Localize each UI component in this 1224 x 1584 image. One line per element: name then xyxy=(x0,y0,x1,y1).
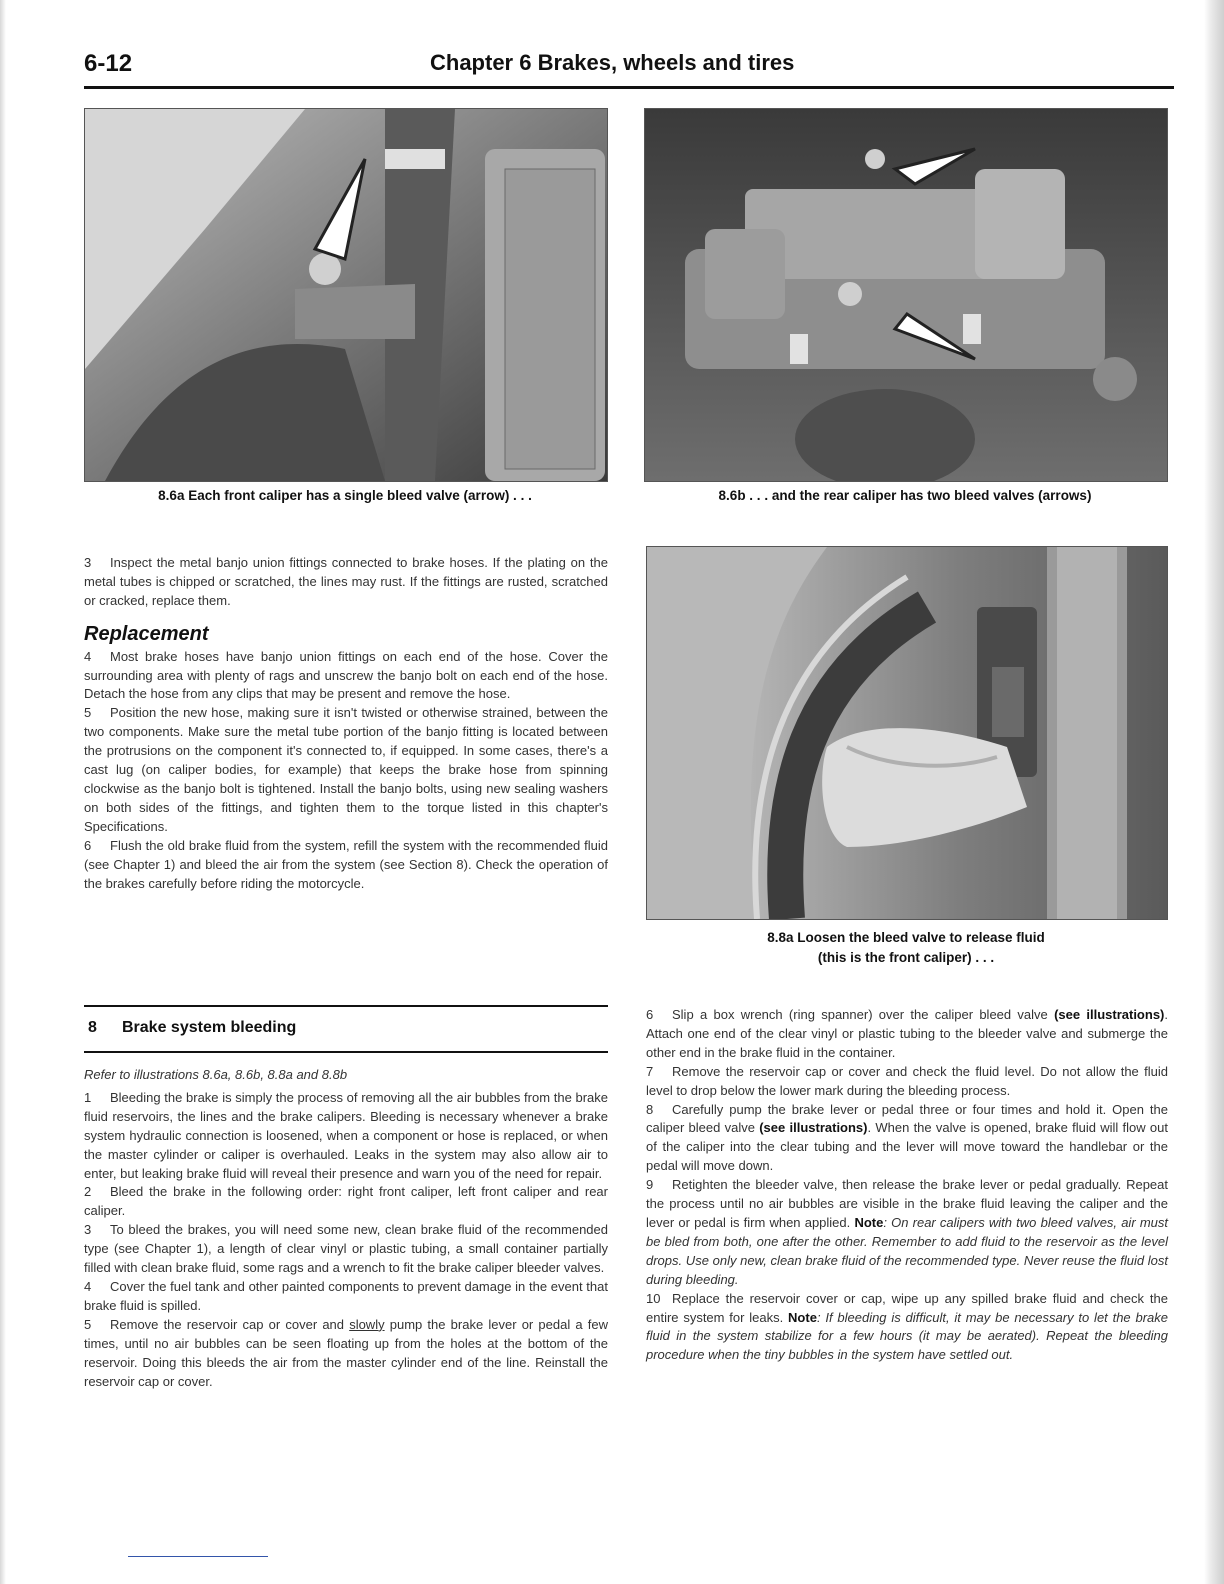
header-rule xyxy=(84,86,1174,89)
paragraph-text: Most brake hoses have banjo union fittings on each end of the hose. Cover the surrounding area with plenty of rags and unscrew the banjo bolt on each end of the hose. Detach the hose from any clips that may be present and remove the hose. xyxy=(84,648,608,702)
figure-caption-8-8a xyxy=(646,928,1166,968)
paragraph-text: Remove the reservoir cap or cover and xyxy=(110,1316,350,1332)
section-title: Brake system bleeding xyxy=(122,1019,297,1036)
page-header xyxy=(84,46,1174,86)
s8-paragraph-5 xyxy=(84,1316,608,1392)
chapter-title: Chapter 6 Brakes, wheels and tires xyxy=(430,50,795,75)
paragraph-number: 6 xyxy=(84,837,92,853)
photo-front-caliper-bleed-valve xyxy=(84,108,608,482)
paragraph-number: 6 xyxy=(646,1007,654,1022)
figure-caption-8-8a-line2: (this is the front caliper) . . . xyxy=(817,950,995,965)
figure-caption-8-8a-line1: 8.8a Loosen the bleed valve to release fluid xyxy=(767,930,1045,945)
paragraph-text: Carefully pump the brake lever or pedal three or four times and hold it. Open the caliper bleed valve xyxy=(646,1101,1168,1136)
paragraph-text-cont: . When the valve is opened, brake fluid will flow out of the caliper into the clear tubing and the lever will move toward the handlebar or the pedal will move down. xyxy=(646,1120,1168,1174)
s8-paragraph-9 xyxy=(646,1176,1168,1289)
paragraph-number: 9 xyxy=(646,1177,654,1193)
paragraph-3 xyxy=(84,554,608,611)
paragraph-text: Position the new hose, making sure it isn't twisted or otherwise strained, between the two components. Make sure the metal tube portion of the banjo fitting is located between the protrusions on the component it's connected to, if equipped. In some cases, there's a cast lug (on caliper bodies, for example) that keeps the brake hose from spinning clockwise as the banjo bolt is tightened. Install the banjo bolts, using new sealing washers on both sides of the fittings, and tighten them to the torque listed in this chapter's Specifications. xyxy=(84,705,608,834)
see-illustrations-ref: (see illustrations) xyxy=(1054,1007,1165,1022)
paragraph-number: 5 xyxy=(84,705,92,721)
paragraph-5 xyxy=(84,704,608,836)
figure-caption-8-6a: 8.6a Each front caliper has a single bleed valve (arrow) . . . xyxy=(158,488,532,503)
paragraph-text: Flush the old brake fluid from the system, refill the system with the recommended fluid (see Chapter 1) and bleed the air from the system (see Section 8). Check the operation of the brakes carefully before riding the motorcycle. xyxy=(84,837,608,891)
s8-paragraph-7 xyxy=(646,1063,1168,1101)
see-illustrations-ref: (see illustrations) xyxy=(759,1120,868,1136)
footer-rule xyxy=(128,1556,268,1557)
page-left-edge xyxy=(0,0,6,1584)
paragraph-number: 3 xyxy=(84,1222,92,1238)
paragraph-number: 4 xyxy=(84,648,92,664)
photo-rear-caliper-bleed-valves xyxy=(644,108,1168,482)
left-column-top xyxy=(84,554,608,893)
paragraph-text: Slip a box wrench (ring spanner) over the caliper bleed valve xyxy=(672,1007,1055,1022)
s8-paragraph-2 xyxy=(84,1183,608,1221)
paragraph-text-cont: pump the brake lever or pedal a few times, until no air bubbles can be seen floating up from the holes at the bottom of the reservoir. Doing this bleeds the air from the master cylinder end of the line. Reinstall the reservoir cap or cover. xyxy=(84,1316,609,1389)
paragraph-text: Replace the reservoir cover or cap, wipe up any spilled brake fluid and check the entire system for leaks. xyxy=(646,1290,1168,1325)
left-column-bottom xyxy=(84,1066,608,1391)
paragraph-text-cont: . Attach one end of the clear vinyl or plastic tubing to the bleeder valve and submerge the other end in the brake fluid in the container. xyxy=(646,1007,1168,1060)
paragraph-number: 8 xyxy=(646,1101,654,1117)
s8-paragraph-6 xyxy=(646,1006,1168,1063)
paragraph-number: 5 xyxy=(84,1316,92,1332)
right-column xyxy=(646,1006,1168,1365)
paragraph-number: 7 xyxy=(646,1063,654,1079)
s8-paragraph-10 xyxy=(646,1290,1168,1366)
paragraph-text: Bleeding the brake is simply the process of removing all the air bubbles from the brake fluid reservoirs, the lines and the brake calipers. Bleeding is necessary whenever a brake system hydraulic connection is loosened, when a component or hose is replaced, or when the master cylinder or caliper is overhauled. Leaks in the system may also allow air to enter, but leaking brake fluid will reveal their presence and warn you of the need for repair. xyxy=(84,1089,608,1181)
paragraph-number: 1 xyxy=(84,1089,92,1105)
paragraph-number: 2 xyxy=(84,1184,92,1200)
page-right-edge xyxy=(1204,0,1224,1584)
replacement-heading: Replacement xyxy=(84,622,209,645)
paragraph-text: To bleed the brakes, you will need some new, clean brake fluid of the recommended type (see Chapter 1), a length of clear vinyl or plastic tubing, a small container partially filled with clean brake fluid, some rags and a wrench to fit the brake caliper bleeder valves. xyxy=(84,1222,608,1276)
note-label: Note xyxy=(854,1214,884,1230)
refer-to-illustrations: Refer to illustrations 8.6a, 8.6b, 8.8a and 8.8b xyxy=(84,1067,348,1082)
s8-paragraph-4 xyxy=(84,1278,608,1316)
figure-caption-8-6b: 8.6b . . . and the rear caliper has two bleed valves (arrows) xyxy=(718,488,1092,503)
paragraph-number: 4 xyxy=(84,1278,92,1294)
paragraph-number: 10 xyxy=(646,1290,661,1306)
page-number: 6-12 xyxy=(84,50,133,77)
note-text: : On rear calipers with two bleed valves, air must be bled from both, one after the other. Remember to add fluid to the reservoir as the level drops. Use only new, clean brake fluid of the recommended type. Never reuse the fluid lost during bleeding. xyxy=(646,1214,1168,1287)
paragraph-text: Inspect the metal banjo union fittings connected to brake hoses. If the plating on the metal tubes is chipped or scratched, the lines may rust. If the fittings are rusted, scratched or cracked, replace them. xyxy=(84,555,608,608)
paragraph-text: Remove the reservoir cap or cover and check the fluid level. Do not allow the fluid level to drop below the lower mark during the bleeding process. xyxy=(646,1063,1168,1098)
section-heading-box xyxy=(84,1005,608,1053)
paragraph-4 xyxy=(84,648,608,705)
paragraph-number: 3 xyxy=(84,555,92,570)
paragraph-6 xyxy=(84,837,608,894)
note-label: Note xyxy=(788,1309,817,1325)
paragraph-text: Cover the fuel tank and other painted components to prevent damage in the event that brake fluid is spilled. xyxy=(84,1278,608,1313)
emphasis-slowly: slowly xyxy=(349,1316,385,1332)
s8-paragraph-3 xyxy=(84,1221,608,1278)
note-text: : If bleeding is difficult, it may be necessary to let the brake fluid in the system stabilize for a few hours (it may be aerated). Repeat the bleeding procedure when the tiny bubbles in the system have settled out. xyxy=(646,1309,1168,1363)
s8-paragraph-1 xyxy=(84,1089,608,1184)
section-number: 8 xyxy=(88,1019,97,1036)
paragraph-text: Bleed the brake in the following order: right front caliper, left front caliper and rear caliper. xyxy=(84,1184,608,1219)
paragraph-text: Retighten the bleeder valve, then release the brake lever or pedal gradually. Repeat the process until no air bubbles are visible in the brake fluid leaving the caliper and the lever or pedal is firm when applied. xyxy=(646,1177,1168,1230)
s8-paragraph-8 xyxy=(646,1101,1168,1177)
photo-loosen-bleed-valve xyxy=(646,546,1168,920)
